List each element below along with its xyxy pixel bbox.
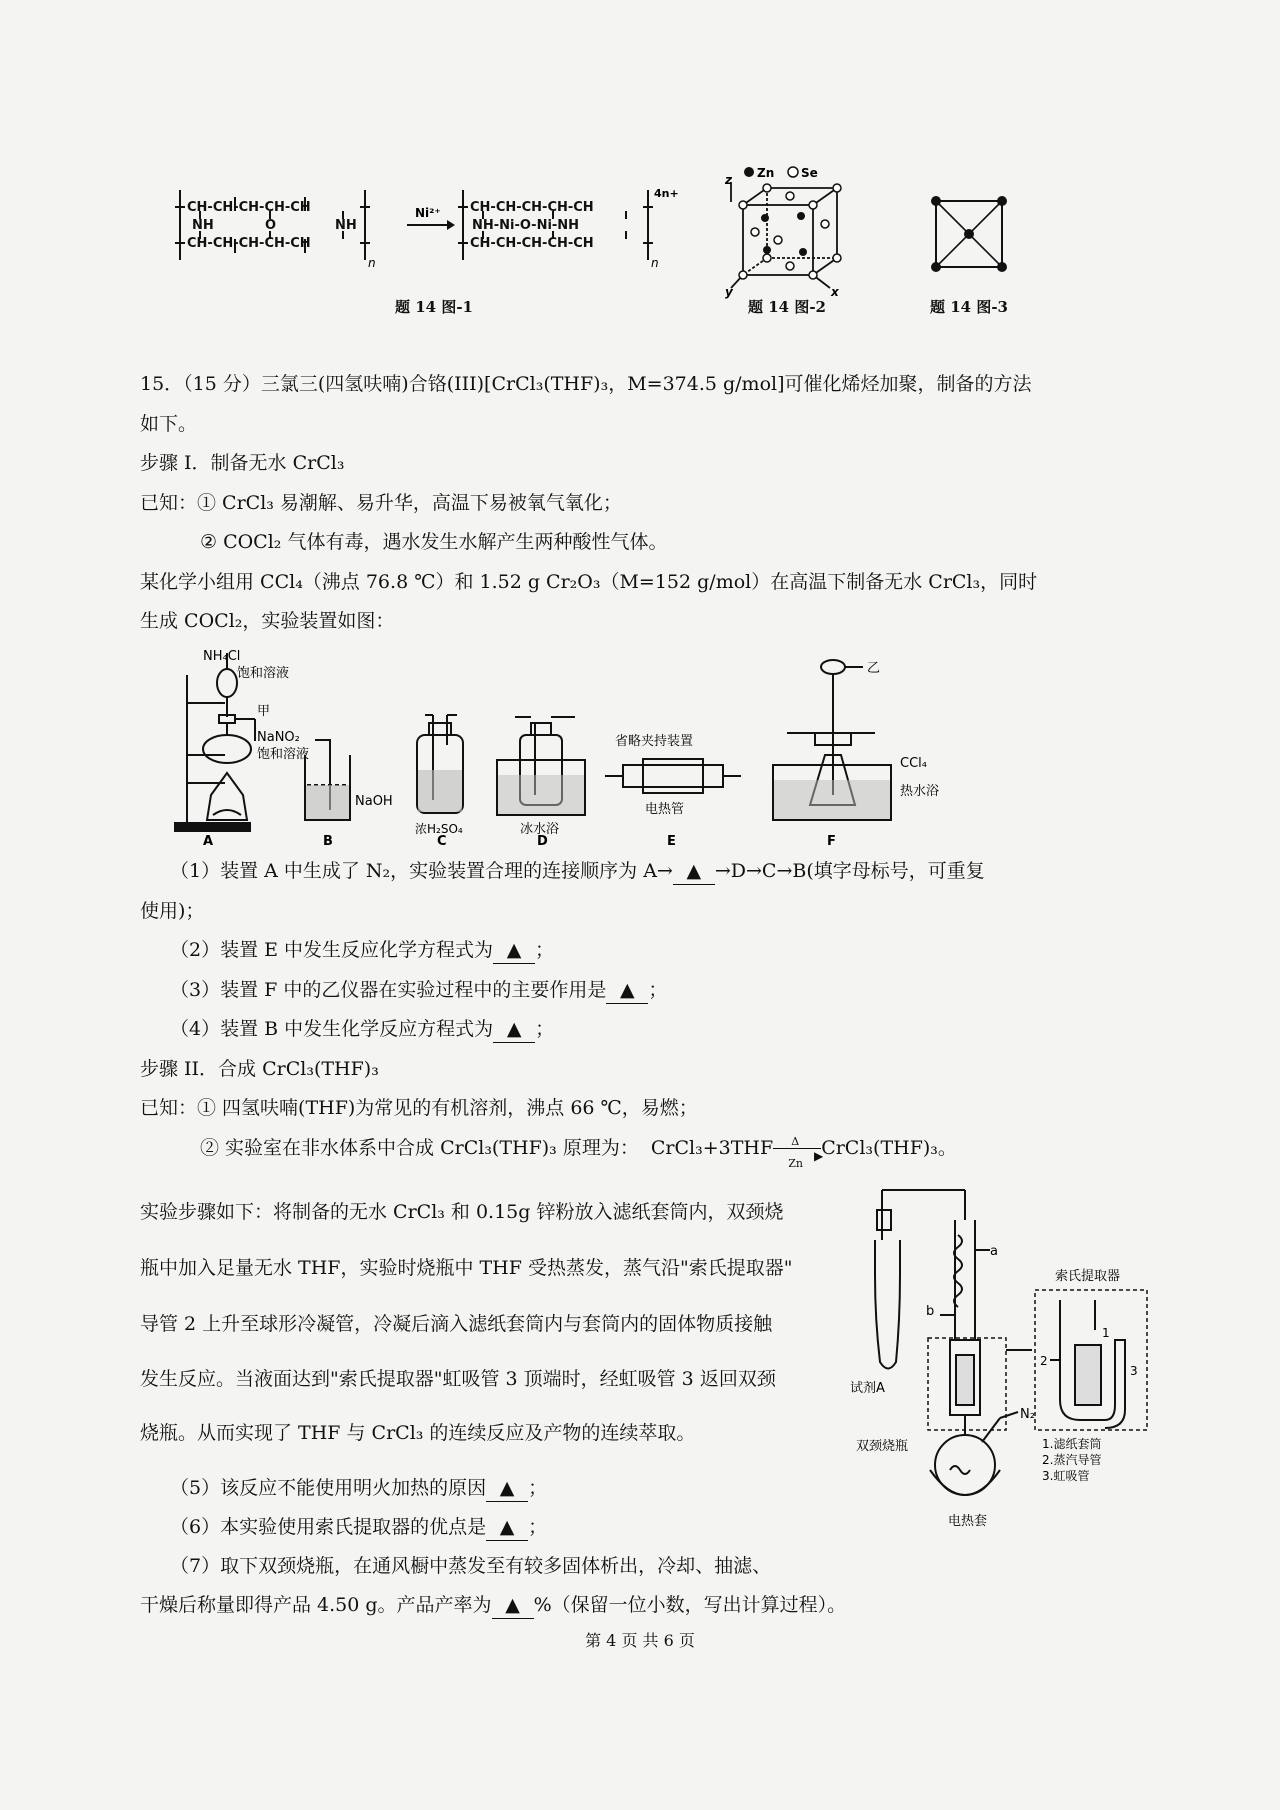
charge-label: 4n+: [654, 187, 679, 200]
svg-text:3.虹吸管: 3.虹吸管: [1042, 1469, 1090, 1483]
legend-se: Se: [801, 166, 818, 180]
svg-text:NaNO₂: NaNO₂: [257, 730, 300, 745]
q5-line: （5）该反应不能使用明火加热的原因 ▲ ；: [170, 1475, 547, 1502]
svg-text:双颈烧瓶: 双颈烧瓶: [856, 1439, 909, 1454]
fig14-1-polymer-right: [458, 185, 688, 275]
fig14-2-crystal-cell: [725, 160, 855, 300]
proc-line3: 导管 2 上升至球形冷凝管，冷凝后滴入滤纸套筒内与套筒内的固体物质接触: [140, 1313, 773, 1335]
setup-line2: 生成 COCl₂，实验装置如图：: [140, 610, 395, 632]
svg-text:NH: NH: [335, 218, 357, 233]
svg-text:试剂A: 试剂A: [850, 1381, 885, 1396]
q6-line: （6）本实验使用索氏提取器的优点是 ▲ ；: [170, 1514, 547, 1541]
step1-title: 步骤 I．制备无水 CrCl₃: [140, 452, 345, 474]
svg-text:冰水浴: 冰水浴: [520, 822, 560, 837]
svg-text:A: A: [203, 834, 214, 849]
proc-line2: 瓶中加入足量无水 THF，实验时烧瓶中 THF 受热蒸发，蒸气沿"索氏提取器": [140, 1257, 793, 1279]
q1-line1: （1）装置 A 中生成了 N₂，实验装置合理的连接顺序为 A→ ▲ →D→C→B(填字母标号，可重复: [170, 858, 985, 885]
proc-line4: 发生反应。当液面达到"索氏提取器"虹吸管 3 顶端时，经虹吸管 3 返回双颈: [140, 1368, 776, 1390]
svg-text:3: 3: [1130, 1364, 1138, 1378]
svg-text:x: x: [831, 285, 839, 299]
svg-text:乙: 乙: [867, 661, 881, 676]
svg-text:F: F: [827, 834, 836, 849]
answer-blank-q1[interactable]: ▲: [673, 858, 715, 885]
svg-text:CH-CH-CH-CH-CH: CH-CH-CH-CH-CH: [470, 200, 594, 215]
answer-blank-q2[interactable]: ▲: [493, 937, 535, 964]
svg-text:电热套: 电热套: [948, 1514, 988, 1529]
svg-text:2.蒸汽导管: 2.蒸汽导管: [1042, 1453, 1102, 1467]
svg-text:饱和溶液: 饱和溶液: [237, 666, 290, 681]
reaction-equation: CrCl₃+3THF ▶ Δ Zn CrCl₃(THF)₃。: [650, 1135, 957, 1170]
answer-blank-q4[interactable]: ▲: [493, 1016, 535, 1043]
q2-line: （2）装置 E 中发生反应化学方程式为 ▲ ；: [170, 937, 554, 964]
known1-b: ② COCl₂ 气体有毒，遇水发生水解产生两种酸性气体。: [200, 531, 668, 553]
svg-text:甲: 甲: [257, 704, 271, 719]
svg-text:热水浴: 热水浴: [900, 784, 940, 799]
fig14-2-caption: 题 14 图-2: [748, 298, 826, 316]
svg-text:z: z: [725, 173, 732, 187]
svg-text:C: C: [437, 834, 447, 849]
svg-text:NH₄Cl: NH₄Cl: [203, 649, 241, 664]
svg-text:浓H₂SO₄: 浓H₂SO₄: [415, 822, 463, 836]
svg-text:E: E: [667, 834, 676, 849]
svg-text:1.滤纸套筒: 1.滤纸套筒: [1042, 1437, 1102, 1451]
svg-text:n: n: [651, 256, 659, 270]
q3-line: （3）装置 F 中的乙仪器在实验过程中的主要作用是 ▲ ；: [170, 977, 667, 1004]
svg-text:饱和溶液: 饱和溶液: [257, 747, 310, 762]
svg-text:y: y: [725, 285, 733, 299]
answer-blank-q7[interactable]: ▲: [492, 1592, 534, 1619]
fig14-1-polymer-left: [175, 185, 405, 275]
fig14-1-caption: 题 14 图-1: [395, 298, 473, 316]
q7-line1: （7）取下双颈烧瓶，在通风橱中蒸发至有较多固体析出，冷却、抽滤、: [170, 1555, 772, 1577]
page-footer: 第 4 页 共 6 页: [585, 1631, 695, 1650]
legend-zn: Zn: [757, 166, 775, 180]
q4-line: （4）装置 B 中发生化学反应方程式为 ▲ ；: [170, 1016, 554, 1043]
svg-text:CH-CH-CH-CH-CH: CH-CH-CH-CH-CH: [187, 200, 311, 215]
q15-intro-line2: 如下。: [140, 413, 198, 435]
fig14-3-square-projection: [930, 195, 1010, 275]
known1-a: 已知：① CrCl₃ 易潮解、易升华，高温下易被氧气氧化；: [140, 492, 622, 514]
ni-ion-label: Ni²⁺: [415, 206, 441, 220]
svg-text:NaOH: NaOH: [355, 794, 393, 809]
fig14-3-caption: 题 14 图-3: [930, 298, 1008, 316]
svg-text:NH-Ni-O-Ni-NH: NH-Ni-O-Ni-NH: [472, 218, 580, 233]
svg-text:CH-CH-CH-CH-CH: CH-CH-CH-CH-CH: [187, 236, 311, 251]
svg-text:n: n: [368, 256, 376, 270]
ni-arrow: [405, 205, 455, 235]
svg-text:O: O: [265, 218, 277, 233]
svg-text:2: 2: [1040, 1354, 1048, 1368]
proc-line5: 烧瓶。从而实现了 THF 与 CrCl₃ 的连续反应及产物的连续萃取。: [140, 1422, 696, 1444]
apparatus-figure: [175, 645, 1055, 849]
svg-text:1: 1: [1102, 1326, 1110, 1340]
proc-line1: 实验步骤如下：将制备的无水 CrCl₃ 和 0.15g 锌粉放入滤纸套筒内，双颈烧: [140, 1201, 784, 1223]
q7-line2: 干燥后称量即得产品 4.50 g。产品产率为 ▲ %（保留一位小数，写出计算过程）。: [140, 1592, 846, 1619]
answer-blank-q6[interactable]: ▲: [486, 1514, 528, 1541]
svg-text:电热管: 电热管: [645, 802, 685, 817]
svg-text:D: D: [537, 834, 548, 849]
soxhlet-extractor-figure: [850, 1180, 1160, 1535]
svg-text:NH: NH: [192, 218, 214, 233]
known2-b: ② 实验室在非水体系中合成 CrCl₃(THF)₃ 原理为： CrCl₃+3THF ▶ Δ Zn CrCl₃(THF)₃。: [200, 1135, 957, 1170]
apparatus-e: [605, 759, 741, 793]
svg-text:索氏提取器: 索氏提取器: [1055, 1269, 1121, 1284]
answer-blank-q5[interactable]: ▲: [486, 1475, 528, 1502]
answer-blank-q3[interactable]: ▲: [606, 977, 648, 1004]
svg-text:省略夹持装置: 省略夹持装置: [615, 734, 694, 749]
svg-text:N₂: N₂: [1020, 1407, 1035, 1422]
q15-intro-line1: 15．（15 分）三氯三(四氢呋喃)合铬(III)[CrCl₃(THF)₃，M=374.5 g/mol]可催化烯烃加聚，制备的方法: [140, 373, 1032, 395]
svg-text:b: b: [926, 1304, 935, 1319]
svg-text:a: a: [990, 1244, 998, 1259]
svg-text:B: B: [323, 834, 333, 849]
step2-title: 步骤 II．合成 CrCl₃(THF)₃: [140, 1058, 379, 1080]
known2-a: 已知：① 四氢呋喃(THF)为常见的有机溶剂，沸点 66 ℃，易燃；: [140, 1097, 698, 1119]
q1-line2: 使用)；: [140, 900, 205, 922]
svg-text:CCl₄: CCl₄: [900, 756, 927, 771]
setup-line1: 某化学小组用 CCl₄（沸点 76.8 ℃）和 1.52 g Cr₂O₃（M=152 g/mol）在高温下制备无水 CrCl₃，同时: [140, 571, 1038, 593]
svg-text:CH-CH-CH-CH-CH: CH-CH-CH-CH-CH: [470, 236, 594, 251]
